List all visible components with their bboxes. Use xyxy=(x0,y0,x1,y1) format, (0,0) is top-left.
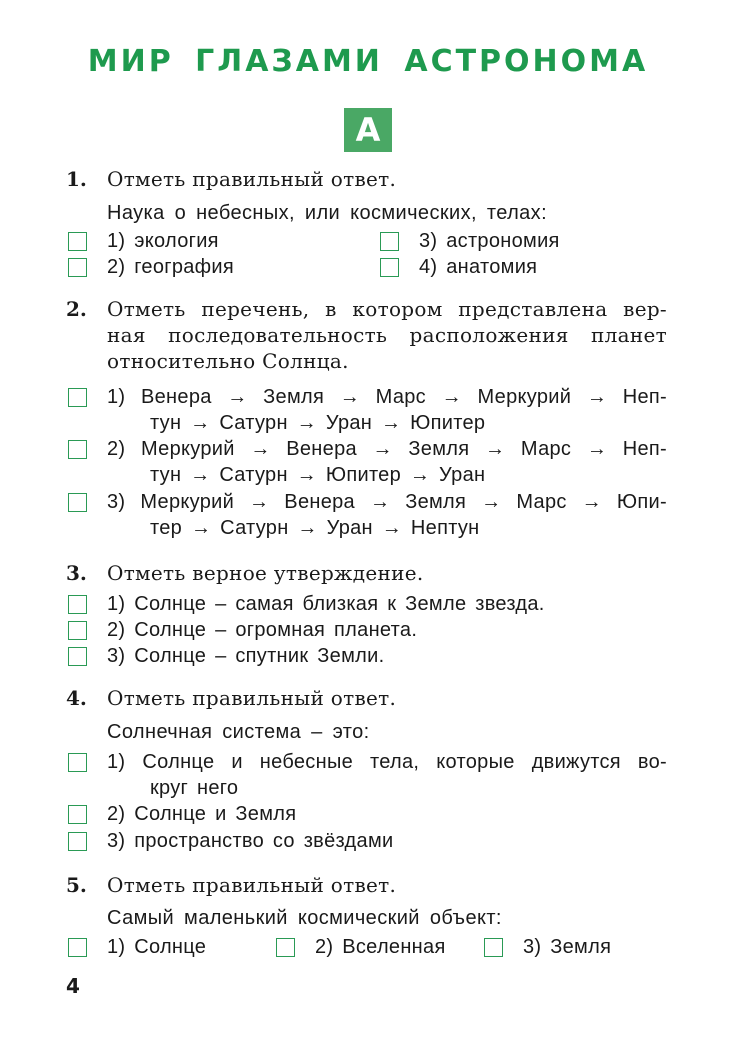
question-number: 5. xyxy=(66,873,87,897)
answer-checkbox[interactable] xyxy=(380,232,399,251)
answer-checkbox[interactable] xyxy=(68,621,87,640)
question-prompt: Отметь правильный ответ. xyxy=(107,167,397,191)
question-prompt-line: ная последовательность расположения планет xyxy=(107,323,667,347)
answer-option-line: круг него xyxy=(150,777,239,799)
answer-option: 2) Вселенная xyxy=(315,936,446,958)
answer-checkbox[interactable] xyxy=(68,440,87,459)
page-number: 4 xyxy=(66,974,80,998)
question-prompt: Отметь правильный ответ. xyxy=(107,686,397,710)
answer-option: 2) география xyxy=(107,256,235,278)
answer-option: 3) Земля xyxy=(523,936,612,958)
answer-option-line: тун → Сатурн → Юпитер → Уран xyxy=(150,464,486,486)
answer-checkbox[interactable] xyxy=(68,753,87,772)
question-number: 1. xyxy=(66,167,87,191)
question-prompt-line: Отметь перечень, в котором представлена вер- xyxy=(107,297,667,321)
answer-option-line: 1) Венера → Земля → Марс → Меркурий → Неп- xyxy=(107,386,667,408)
variant-badge: А xyxy=(344,108,392,152)
answer-option-line: 1) Солнце и небесные тела, которые движутся во- xyxy=(107,751,667,773)
answer-checkbox[interactable] xyxy=(68,647,87,666)
answer-option: 2) Солнце – огромная планета. xyxy=(107,619,418,641)
answer-checkbox[interactable] xyxy=(68,805,87,824)
question-number: 3. xyxy=(66,561,87,585)
answer-checkbox[interactable] xyxy=(484,938,503,957)
question-number: 2. xyxy=(66,297,87,321)
page-title: МИР ГЛАЗАМИ АСТРОНОМА xyxy=(87,44,649,79)
answer-option: 1) Солнце – самая близкая к Земле звезда. xyxy=(107,593,545,615)
answer-checkbox[interactable] xyxy=(68,832,87,851)
answer-checkbox[interactable] xyxy=(380,258,399,277)
answer-option-line: 3) Меркурий → Венера → Земля → Марс → Юпи- xyxy=(107,491,667,513)
answer-checkbox[interactable] xyxy=(68,493,87,512)
question-number: 4. xyxy=(66,686,87,710)
answer-option: 3) астрономия xyxy=(419,230,560,252)
answer-option: 3) пространство со звёздами xyxy=(107,830,394,852)
question-stem: Наука о небесных, или космических, телах: xyxy=(107,202,548,224)
answer-option-line: тер → Сатурн → Уран → Нептун xyxy=(150,517,480,539)
question-prompt: Отметь правильный ответ. xyxy=(107,873,397,897)
answer-checkbox[interactable] xyxy=(68,938,87,957)
answer-checkbox[interactable] xyxy=(68,388,87,407)
answer-option: 4) анатомия xyxy=(419,256,538,278)
question-stem: Солнечная система – это: xyxy=(107,721,370,743)
answer-option-line: тун → Сатурн → Уран → Юпитер xyxy=(150,412,486,434)
answer-option-line: 2) Меркурий → Венера → Земля → Марс → Неп- xyxy=(107,438,667,460)
answer-option: 2) Солнце и Земля xyxy=(107,803,297,825)
answer-checkbox[interactable] xyxy=(68,232,87,251)
question-prompt: Отметь верное утверждение. xyxy=(107,561,424,585)
answer-option: 1) экология xyxy=(107,230,219,252)
answer-checkbox[interactable] xyxy=(276,938,295,957)
answer-option: 1) Солнце xyxy=(107,936,207,958)
question-stem: Самый маленький космический объект: xyxy=(107,907,502,929)
answer-option: 3) Солнце – спутник Земли. xyxy=(107,645,385,667)
question-prompt-line: относительно Солнца. xyxy=(107,349,349,373)
answer-checkbox[interactable] xyxy=(68,258,87,277)
answer-checkbox[interactable] xyxy=(68,595,87,614)
